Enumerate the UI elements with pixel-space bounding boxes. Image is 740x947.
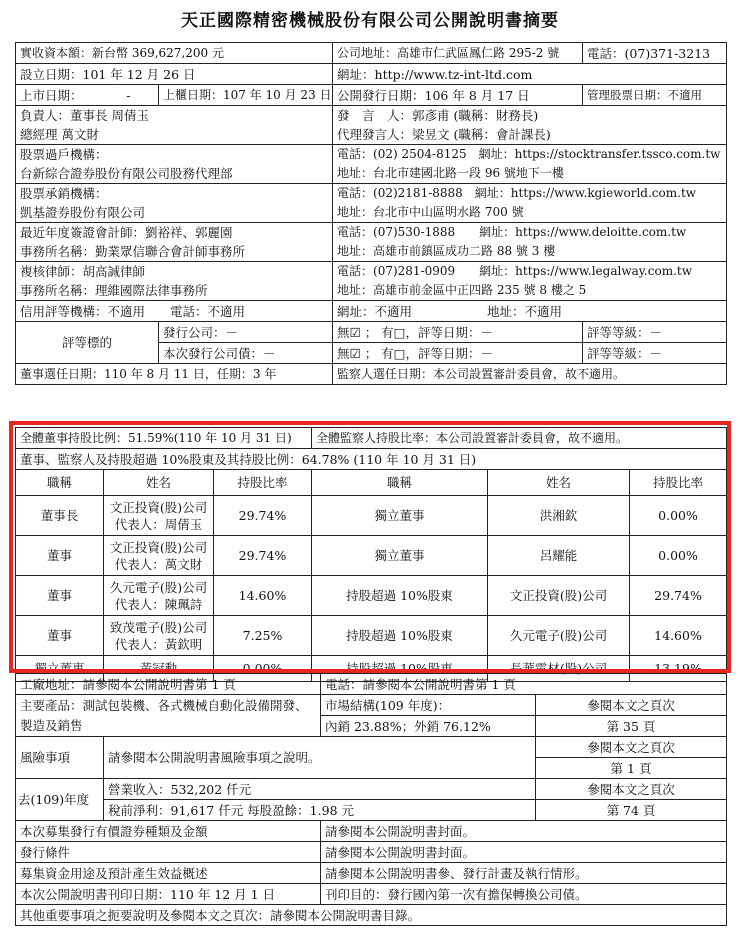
- transfer-agent-label: 股票過戶機構：: [20, 147, 108, 162]
- public-issue-date: 公開發行日期：106 年 8 月 17 日: [333, 85, 583, 106]
- holder-name: 黃冠勳: [104, 656, 214, 682]
- holder-name: [104, 496, 214, 536]
- table-row: [16, 496, 727, 536]
- holder-name: [104, 536, 214, 576]
- header-ratio-1: 持股比率: [214, 470, 312, 496]
- header-title-1: 職稱: [16, 470, 104, 496]
- business-info-table: [15, 673, 727, 926]
- prior-year-label: 去(109)年度: [16, 779, 104, 821]
- market-split: 內銷 23.88%；外銷 76.12%: [321, 716, 536, 737]
- table-row: [16, 616, 727, 656]
- holder-representative: 代表人：周倩玉: [114, 516, 203, 532]
- holder-company: 久元電子(股)公司: [109, 579, 208, 595]
- holder-title: 董事: [16, 576, 104, 616]
- page-ref-header-3: 參閱本文之頁次: [536, 779, 727, 800]
- rating-issuer-grade: 評等等級：－: [583, 322, 727, 343]
- page-ref-35: 第 35 頁: [536, 716, 727, 737]
- holder-ratio-right: 14.60%: [630, 616, 727, 656]
- holder-representative: 代表人：萬文財: [114, 556, 203, 572]
- managed-stock-date: 管理股票日期：不適用: [583, 85, 727, 106]
- holder-name-right: 洪湘欽: [488, 496, 630, 536]
- underwriter-contact: [333, 184, 727, 223]
- holder-representative: 代表人：黃欽明: [114, 636, 203, 652]
- page-ref-header-2: 參閱本文之頁次: [536, 737, 727, 758]
- auditor-names: 最近年度簽證會計師：劉裕祥、郭麗園: [20, 225, 233, 240]
- major-holders-ratio: 董事、監察人及持股超過 10%股東及其持股比例：64.78% (110 年 10 月 31 日): [16, 449, 727, 470]
- document-title: 天正國際精密機械股份有限公司公開說明書摘要: [181, 11, 559, 31]
- print-purpose: 刊印目的：發行國內第一次有擔保轉換公司債。: [321, 884, 727, 905]
- holder-ratio: 29.74%: [214, 536, 312, 576]
- fund-use-value: 請參閱本公開說明書參、發行計畫及執行情形。: [321, 863, 727, 884]
- table-row: [16, 536, 727, 576]
- rating-agency-web: 網址：不適用 地址：不適用: [333, 301, 727, 322]
- auditor-phone: 電話：(07)530-1888 網址：https://www.deloitte.com.tw: [337, 225, 687, 239]
- lawyer-address: 地址：高雄市前金區中正四路 235 號 8 樓之 5: [337, 283, 587, 297]
- transfer-agent: [16, 145, 333, 184]
- holder-title: 董事長: [16, 496, 104, 536]
- rating-bond-status: 無☑ ； 有□，評等日期：－: [333, 343, 583, 364]
- holder-ratio-right: 0.00%: [630, 536, 727, 576]
- company-website: 網址：http://www.tz-int-ltd.com: [333, 64, 727, 85]
- page-ref-74: 第 74 頁: [536, 800, 727, 821]
- supervisor-election: 監察人選任日期：本公司設置審計委員會，故不適用。: [333, 364, 727, 385]
- table-row: [16, 576, 727, 616]
- securities-type-label: 本次募集發行有價證券種類及金額: [16, 821, 321, 842]
- holdings-header-row: [16, 470, 727, 496]
- header-title-2: 職稱: [312, 470, 488, 496]
- law-firm: 事務所名稱：理維國際法律事務所: [20, 283, 208, 298]
- underwriter-phone: 電話：(02)2181-8888 網址：https://www.kgieworld.com.tw: [337, 186, 697, 200]
- company-info-table: [15, 42, 727, 385]
- holder-name: [104, 616, 214, 656]
- revenue: 營業收入：532,202 仟元: [104, 779, 536, 800]
- chairman: 董事長 周倩玉: [70, 108, 149, 123]
- lawyer-phone: 電話：(07)281-0909 網址：https://www.legalway.com.tw: [337, 264, 692, 278]
- holder-title: 董事: [16, 616, 104, 656]
- paid-in-capital: 實收資本額：新台幣 369,627,200 元: [16, 43, 333, 64]
- holder-company: 文正投資(股)公司: [109, 539, 208, 555]
- holder-title-right: 獨立董事: [312, 536, 488, 576]
- other-matters: 其他重要事項之扼要說明及參閱本文之頁次：請參閱本公開說明書目錄。: [16, 905, 727, 926]
- header-name-1: 姓名: [104, 470, 214, 496]
- holder-ratio: 29.74%: [214, 496, 312, 536]
- company-address: 公司地址：高雄市仁武區鳳仁路 295-2 號: [333, 43, 583, 64]
- factory-address: 工廠地址：請參閱本公開說明書第 1 頁: [16, 674, 321, 695]
- lawyer: [16, 262, 333, 301]
- holder-title: 董事: [16, 536, 104, 576]
- rating-bond: 本次發行公司債：－: [159, 343, 333, 364]
- net-income: 稅前淨利：91,617 仟元 每股盈餘：1.98 元: [104, 800, 536, 821]
- lawyer-name: 複核律師：胡高誠律師: [20, 264, 146, 279]
- underwriter-name: 凱基證券股份有限公司: [20, 205, 146, 220]
- rating-issuer-status: 無☑ ； 有□，評等日期：－: [333, 322, 583, 343]
- supervisors-holding-ratio: 全體監察人持股比率：本公司設置審計委員會，故不適用。: [312, 428, 727, 449]
- header-name-2: 姓名: [488, 470, 630, 496]
- factory-phone: 電話：請參閱本公開說明書第 1 頁: [321, 674, 727, 695]
- holder-title-right: 持股超過 10%股東: [312, 576, 488, 616]
- listing-date: 上市日期： -: [16, 85, 159, 106]
- issue-conditions-value: 請參閱本公開說明書封面。: [321, 842, 727, 863]
- spokespersons: [333, 106, 727, 145]
- auditor-address: 地址：高雄市前鎮區成功二路 88 號 3 樓: [337, 244, 556, 258]
- holder-ratio-right: 0.00%: [630, 496, 727, 536]
- responsible-label: 負責人：: [20, 108, 71, 123]
- holder-representative: 代表人：陳珮詩: [114, 596, 203, 612]
- header-ratio-2: 持股比率: [630, 470, 727, 496]
- holder-title: 獨立董事: [16, 656, 104, 682]
- spokesperson: 發 言 人：郭彥甫 (職稱：財務長): [337, 108, 539, 123]
- holder-title-right: 持股超過 10%股東: [312, 616, 488, 656]
- page-ref-header: 參閱本文之頁次: [536, 695, 727, 716]
- risk-text: 請參閱本公開說明書風險事項之說明。: [104, 737, 536, 779]
- responsible-persons: [16, 106, 333, 145]
- securities-type-value: 請參閱本公開說明書封面。: [321, 821, 727, 842]
- market-structure: 市場結構(109 年度)：: [321, 695, 536, 716]
- holder-ratio-right: 29.74%: [630, 576, 727, 616]
- holder-ratio-right: 13.19%: [630, 656, 727, 682]
- underwriter: [16, 184, 333, 223]
- transfer-agent-contact: [333, 145, 727, 184]
- holder-company: 文正投資(股)公司: [109, 499, 208, 515]
- transfer-agent-address: 地址：台北市建國北路一段 96 號地下一樓: [337, 166, 564, 180]
- auditor-contact: [333, 223, 727, 262]
- otc-date: 上櫃日期：107 年 10 月 23 日: [159, 85, 333, 106]
- holder-name-right: 久元電子(股)公司: [488, 616, 630, 656]
- main-products: 主要產品：測試包裝機、各式機械自動化設備開發、製造及銷售: [16, 695, 321, 737]
- deputy-spokesperson: 代理發言人：梁昱文 (職稱：會計課長): [337, 127, 551, 142]
- general-manager: 總經理 萬文財: [20, 127, 99, 142]
- print-date: 本次公開說明書刊印日期：110 年 12 月 1 日: [16, 884, 321, 905]
- company-phone: 電話：(07)371-3213: [583, 43, 727, 64]
- holder-name-right: 文正投資(股)公司: [488, 576, 630, 616]
- risk-label: 風險事項: [16, 737, 104, 779]
- auditor: [16, 223, 333, 262]
- holder-ratio: 7.25%: [214, 616, 312, 656]
- lawyer-contact: [333, 262, 727, 301]
- holder-ratio: 0.00%: [214, 656, 312, 682]
- rating-issuer: 發行公司：－: [159, 322, 333, 343]
- rating-target-label: 評等標的: [16, 322, 159, 364]
- rating-agency: 信用評等機構：不適用 電話：不適用: [16, 301, 333, 322]
- holder-company: 致茂電子(股)公司: [109, 619, 208, 635]
- holder-title-right: 持股超過 10%股東: [312, 656, 488, 682]
- holder-name: [104, 576, 214, 616]
- holder-ratio: 14.60%: [214, 576, 312, 616]
- rating-bond-grade: 評等等級：－: [583, 343, 727, 364]
- founding-date: 設立日期：101 年 12 月 26 日: [16, 64, 333, 85]
- issue-conditions-label: 發行條件: [16, 842, 321, 863]
- transfer-agent-phone: 電話：(02) 2504-8125 網址：https://stocktransfer.tssco.com.tw: [337, 147, 721, 161]
- transfer-agent-name: 台新綜合證券股份有限公司股務代理部: [20, 166, 233, 181]
- director-election: 董事選任日期：110 年 8 月 11 日，任期：3 年: [16, 364, 333, 385]
- underwriter-label: 股票承銷機構：: [20, 186, 108, 201]
- fund-use-label: 募集資金用途及預計產生效益概述: [16, 863, 321, 884]
- shareholding-table: [15, 427, 727, 682]
- underwriter-address: 地址：台北市中山區明水路 700 號: [337, 205, 524, 219]
- holder-title-right: 獨立董事: [312, 496, 488, 536]
- holder-name-right: 呂耀能: [488, 536, 630, 576]
- directors-holding-ratio: 全體董事持股比例：51.59%(110 年 10 月 31 日): [16, 428, 312, 449]
- auditor-firm: 事務所名稱：勤業眾信聯合會計師事務所: [20, 244, 246, 259]
- holder-name-right: 長華電材(股)公司: [488, 656, 630, 682]
- page-ref-1: 第 1 頁: [536, 758, 727, 779]
